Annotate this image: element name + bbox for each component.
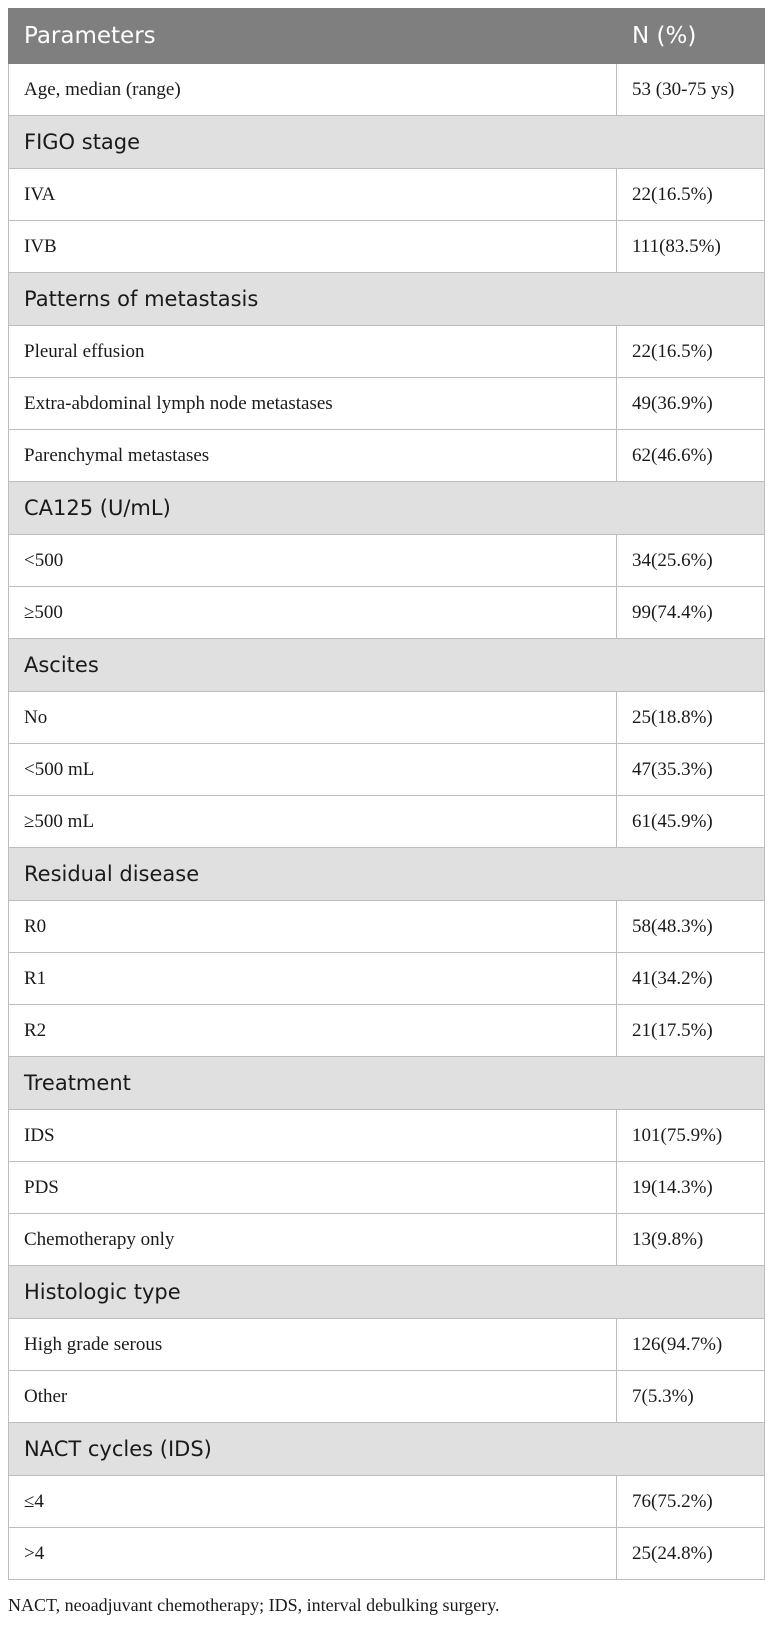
table-row: [9, 1005, 765, 1057]
row-value: 62(46.6%): [617, 430, 765, 482]
row-label: ≥500 mL: [9, 796, 617, 848]
table-row: [9, 378, 765, 430]
row-label: Chemotherapy only: [9, 1214, 617, 1266]
table-row: [9, 692, 765, 744]
table-row: [9, 1528, 765, 1580]
row-value: 25(24.8%): [617, 1528, 765, 1580]
section-row: [9, 1266, 765, 1319]
table-row: [9, 326, 765, 378]
section-label: NACT cycles (IDS): [9, 1423, 765, 1476]
row-label: IDS: [9, 1110, 617, 1162]
row-value: 41(34.2%): [617, 953, 765, 1005]
table-row: [9, 1162, 765, 1214]
row-label: IVB: [9, 221, 617, 273]
row-value: 21(17.5%): [617, 1005, 765, 1057]
section-row: [9, 273, 765, 326]
table-row: [9, 1476, 765, 1528]
row-value: 61(45.9%): [617, 796, 765, 848]
row-value: 58(48.3%): [617, 901, 765, 953]
header-parameters: Parameters: [9, 9, 617, 64]
row-value: 101(75.9%): [617, 1110, 765, 1162]
row-label: <500 mL: [9, 744, 617, 796]
row-label: High grade serous: [9, 1319, 617, 1371]
row-value: 34(25.6%): [617, 535, 765, 587]
row-label: Age, median (range): [9, 64, 617, 116]
section-label: Ascites: [9, 639, 765, 692]
section-label: Residual disease: [9, 848, 765, 901]
table-row: [9, 1214, 765, 1266]
row-label: ≥500: [9, 587, 617, 639]
parameters-table: [8, 8, 765, 1580]
row-label: No: [9, 692, 617, 744]
section-row: [9, 848, 765, 901]
section-row: [9, 1057, 765, 1110]
table-row: [9, 587, 765, 639]
section-label: FIGO stage: [9, 116, 765, 169]
header-row: [9, 9, 765, 64]
row-value: 126(94.7%): [617, 1319, 765, 1371]
table-row: [9, 64, 765, 116]
row-label: R0: [9, 901, 617, 953]
row-value: 76(75.2%): [617, 1476, 765, 1528]
header-n-percent: N (%): [617, 9, 765, 64]
table-row: [9, 1371, 765, 1423]
row-label: Pleural effusion: [9, 326, 617, 378]
table-row: [9, 535, 765, 587]
table-row: [9, 901, 765, 953]
table-footnote: NACT, neoadjuvant chemotherapy; IDS, interval debulking surgery.: [8, 1595, 500, 1615]
row-value: 99(74.4%): [617, 587, 765, 639]
row-label: <500: [9, 535, 617, 587]
table-container: [8, 8, 764, 1580]
table-row: [9, 221, 765, 273]
row-label: IVA: [9, 169, 617, 221]
row-value: 13(9.8%): [617, 1214, 765, 1266]
row-label: Other: [9, 1371, 617, 1423]
section-row: [9, 482, 765, 535]
row-label: PDS: [9, 1162, 617, 1214]
table-row: [9, 430, 765, 482]
table-row: [9, 1319, 765, 1371]
row-label: Extra-abdominal lymph node metastases: [9, 378, 617, 430]
section-label: CA125 (U/mL): [9, 482, 765, 535]
row-label: R2: [9, 1005, 617, 1057]
row-label: >4: [9, 1528, 617, 1580]
row-value: 111(83.5%): [617, 221, 765, 273]
table-row: [9, 169, 765, 221]
row-value: 25(18.8%): [617, 692, 765, 744]
row-value: 19(14.3%): [617, 1162, 765, 1214]
table-body: [9, 64, 765, 1580]
row-label: Parenchymal metastases: [9, 430, 617, 482]
table-row: [9, 744, 765, 796]
row-value: 49(36.9%): [617, 378, 765, 430]
section-label: Treatment: [9, 1057, 765, 1110]
row-value: 7(5.3%): [617, 1371, 765, 1423]
row-value: 22(16.5%): [617, 169, 765, 221]
row-value: 22(16.5%): [617, 326, 765, 378]
row-label: ≤4: [9, 1476, 617, 1528]
row-label: R1: [9, 953, 617, 1005]
section-row: [9, 1423, 765, 1476]
section-row: [9, 116, 765, 169]
section-row: [9, 639, 765, 692]
row-value: 53 (30-75 ys): [617, 64, 765, 116]
table-row: [9, 1110, 765, 1162]
row-value: 47(35.3%): [617, 744, 765, 796]
section-label: Histologic type: [9, 1266, 765, 1319]
table-row: [9, 953, 765, 1005]
table-row: [9, 796, 765, 848]
section-label: Patterns of metastasis: [9, 273, 765, 326]
